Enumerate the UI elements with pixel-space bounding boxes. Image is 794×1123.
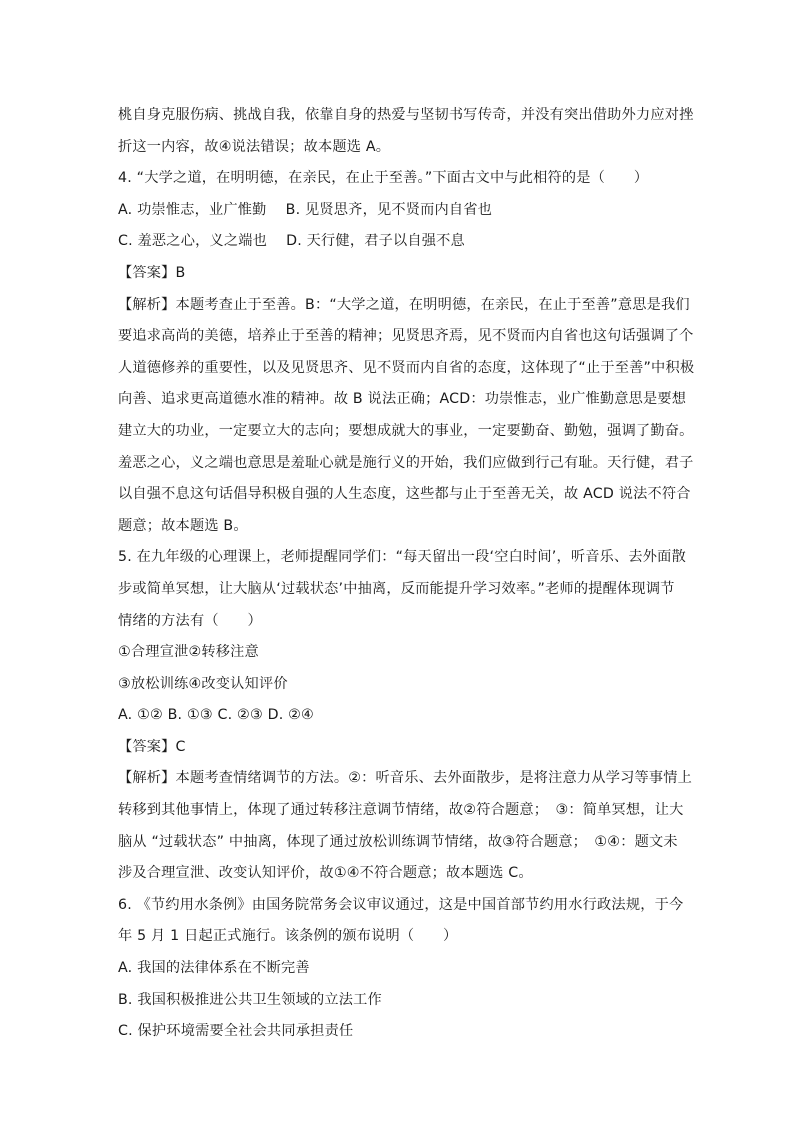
text-line: 情绪的方法有（ ） bbox=[118, 612, 262, 629]
text-line: 题意；故本题选 B。 bbox=[118, 517, 248, 534]
question-6-stem: 6. 《节约用水条例》由国务院常务会议审议通过，这是中国首部节约用水行政法规，于今 bbox=[118, 896, 684, 913]
text-line: 折这一内容，故④说法错误；故本题选 A。 bbox=[118, 138, 391, 155]
question-5-stem: 5. 在九年级的心理课上，老师提醒同学们：“每天留出一段‘空白时间’，听音乐、去外面散 bbox=[118, 549, 686, 566]
document-page bbox=[118, 100, 695, 1048]
text-line: 涉及合理宣泄、改变认知评价，故①④不符合题意；故本题选 C。 bbox=[118, 865, 533, 882]
text-line: 桃自身克服伤病、挑战自我，依靠自身的热爱与坚韧书写传奇，并没有突出借助外力应对挫 bbox=[118, 107, 694, 123]
text-line: 建立大的功业，一定要立大的志向；要想成就大的事业，一定要勤奋、勤勉，强调了勤奋。 bbox=[118, 422, 694, 439]
question-4-answer: 【答案】B bbox=[118, 264, 186, 281]
text-line: 年 5 月 1 日起正式施行。该条例的颁布说明（ ） bbox=[118, 928, 458, 945]
question-6-option-b: B. 我国积极推进公共卫生领域的立法工作 bbox=[118, 991, 382, 1008]
question-5-options: A. ①② B. ①③ C. ②③ D. ②④ bbox=[118, 707, 314, 724]
question-4-options-ab: A. 功崇惟志，业广惟勤 B. 见贤思齐，见不贤而内自省也 bbox=[118, 201, 493, 218]
text-line: 转移到其他事情上，体现了通过转移注意调节情绪，故②符合题意； ③：简单冥想，让大 bbox=[118, 802, 684, 819]
question-4-options-cd: C. 羞恶之心，义之端也 D. 天行健，君子以自强不息 bbox=[118, 233, 465, 250]
question-4-analysis: 【解析】本题考查止于至善。B：“大学之道，在明明德，在亲民，在止于至善”意思是我们 bbox=[118, 296, 690, 313]
question-6-option-a: A. 我国的法律体系在不断完善 bbox=[118, 960, 310, 977]
text-line: 向善、追求更高道德水准的精神。故 B 说法正确；ACD：功崇惟志，业广惟勤意思是要想 bbox=[118, 391, 687, 408]
text-line: 步或简单冥想，让大脑从‘过载状态’中抽离，反而能提升学习效率。”老师的提醒体现调节 bbox=[118, 580, 675, 597]
text-line: 脑从 “过载状态” 中抽离，体现了通过放松训练调节情绪，故③符合题意； ①④：题文未 bbox=[118, 833, 678, 850]
question-5-answer: 【答案】C bbox=[118, 738, 186, 755]
question-4-stem: 4. “大学之道，在明明德，在亲民，在止于至善。”下面古文中与此相符的是（ ） bbox=[118, 170, 649, 187]
text-line: 人道德修养的重要性，以及见贤思齐、见不贤而内自省的态度，这体现了“止于至善”中积极 bbox=[118, 359, 695, 376]
text-line: 羞恶之心，义之端也意思是羞耻心就是施行义的开始，我们应做到行己有耻。天行健，君子 bbox=[118, 454, 694, 471]
question-5-analysis: 【解析】本题考查情绪调节的方法。②：听音乐、去外面散步，是将注意力从学习等事情上 bbox=[118, 770, 693, 787]
text-line: 要追求高尚的美德，培养止于至善的精神；见贤思齐焉，见不贤而内自省也这句话强调了个 bbox=[118, 328, 694, 345]
text-line: 以自强不息这句话倡导积极自强的人生态度，这些都与止于至善无关，故 ACD 说法不符合 bbox=[118, 486, 691, 503]
question-5-choices-12: ①合理宣泄②转移注意 bbox=[118, 644, 259, 661]
question-6-option-c: C. 保护环境需要全社会共同承担责任 bbox=[118, 1023, 354, 1040]
question-5-choices-34: ③放松训练④改变认知评价 bbox=[118, 675, 288, 692]
